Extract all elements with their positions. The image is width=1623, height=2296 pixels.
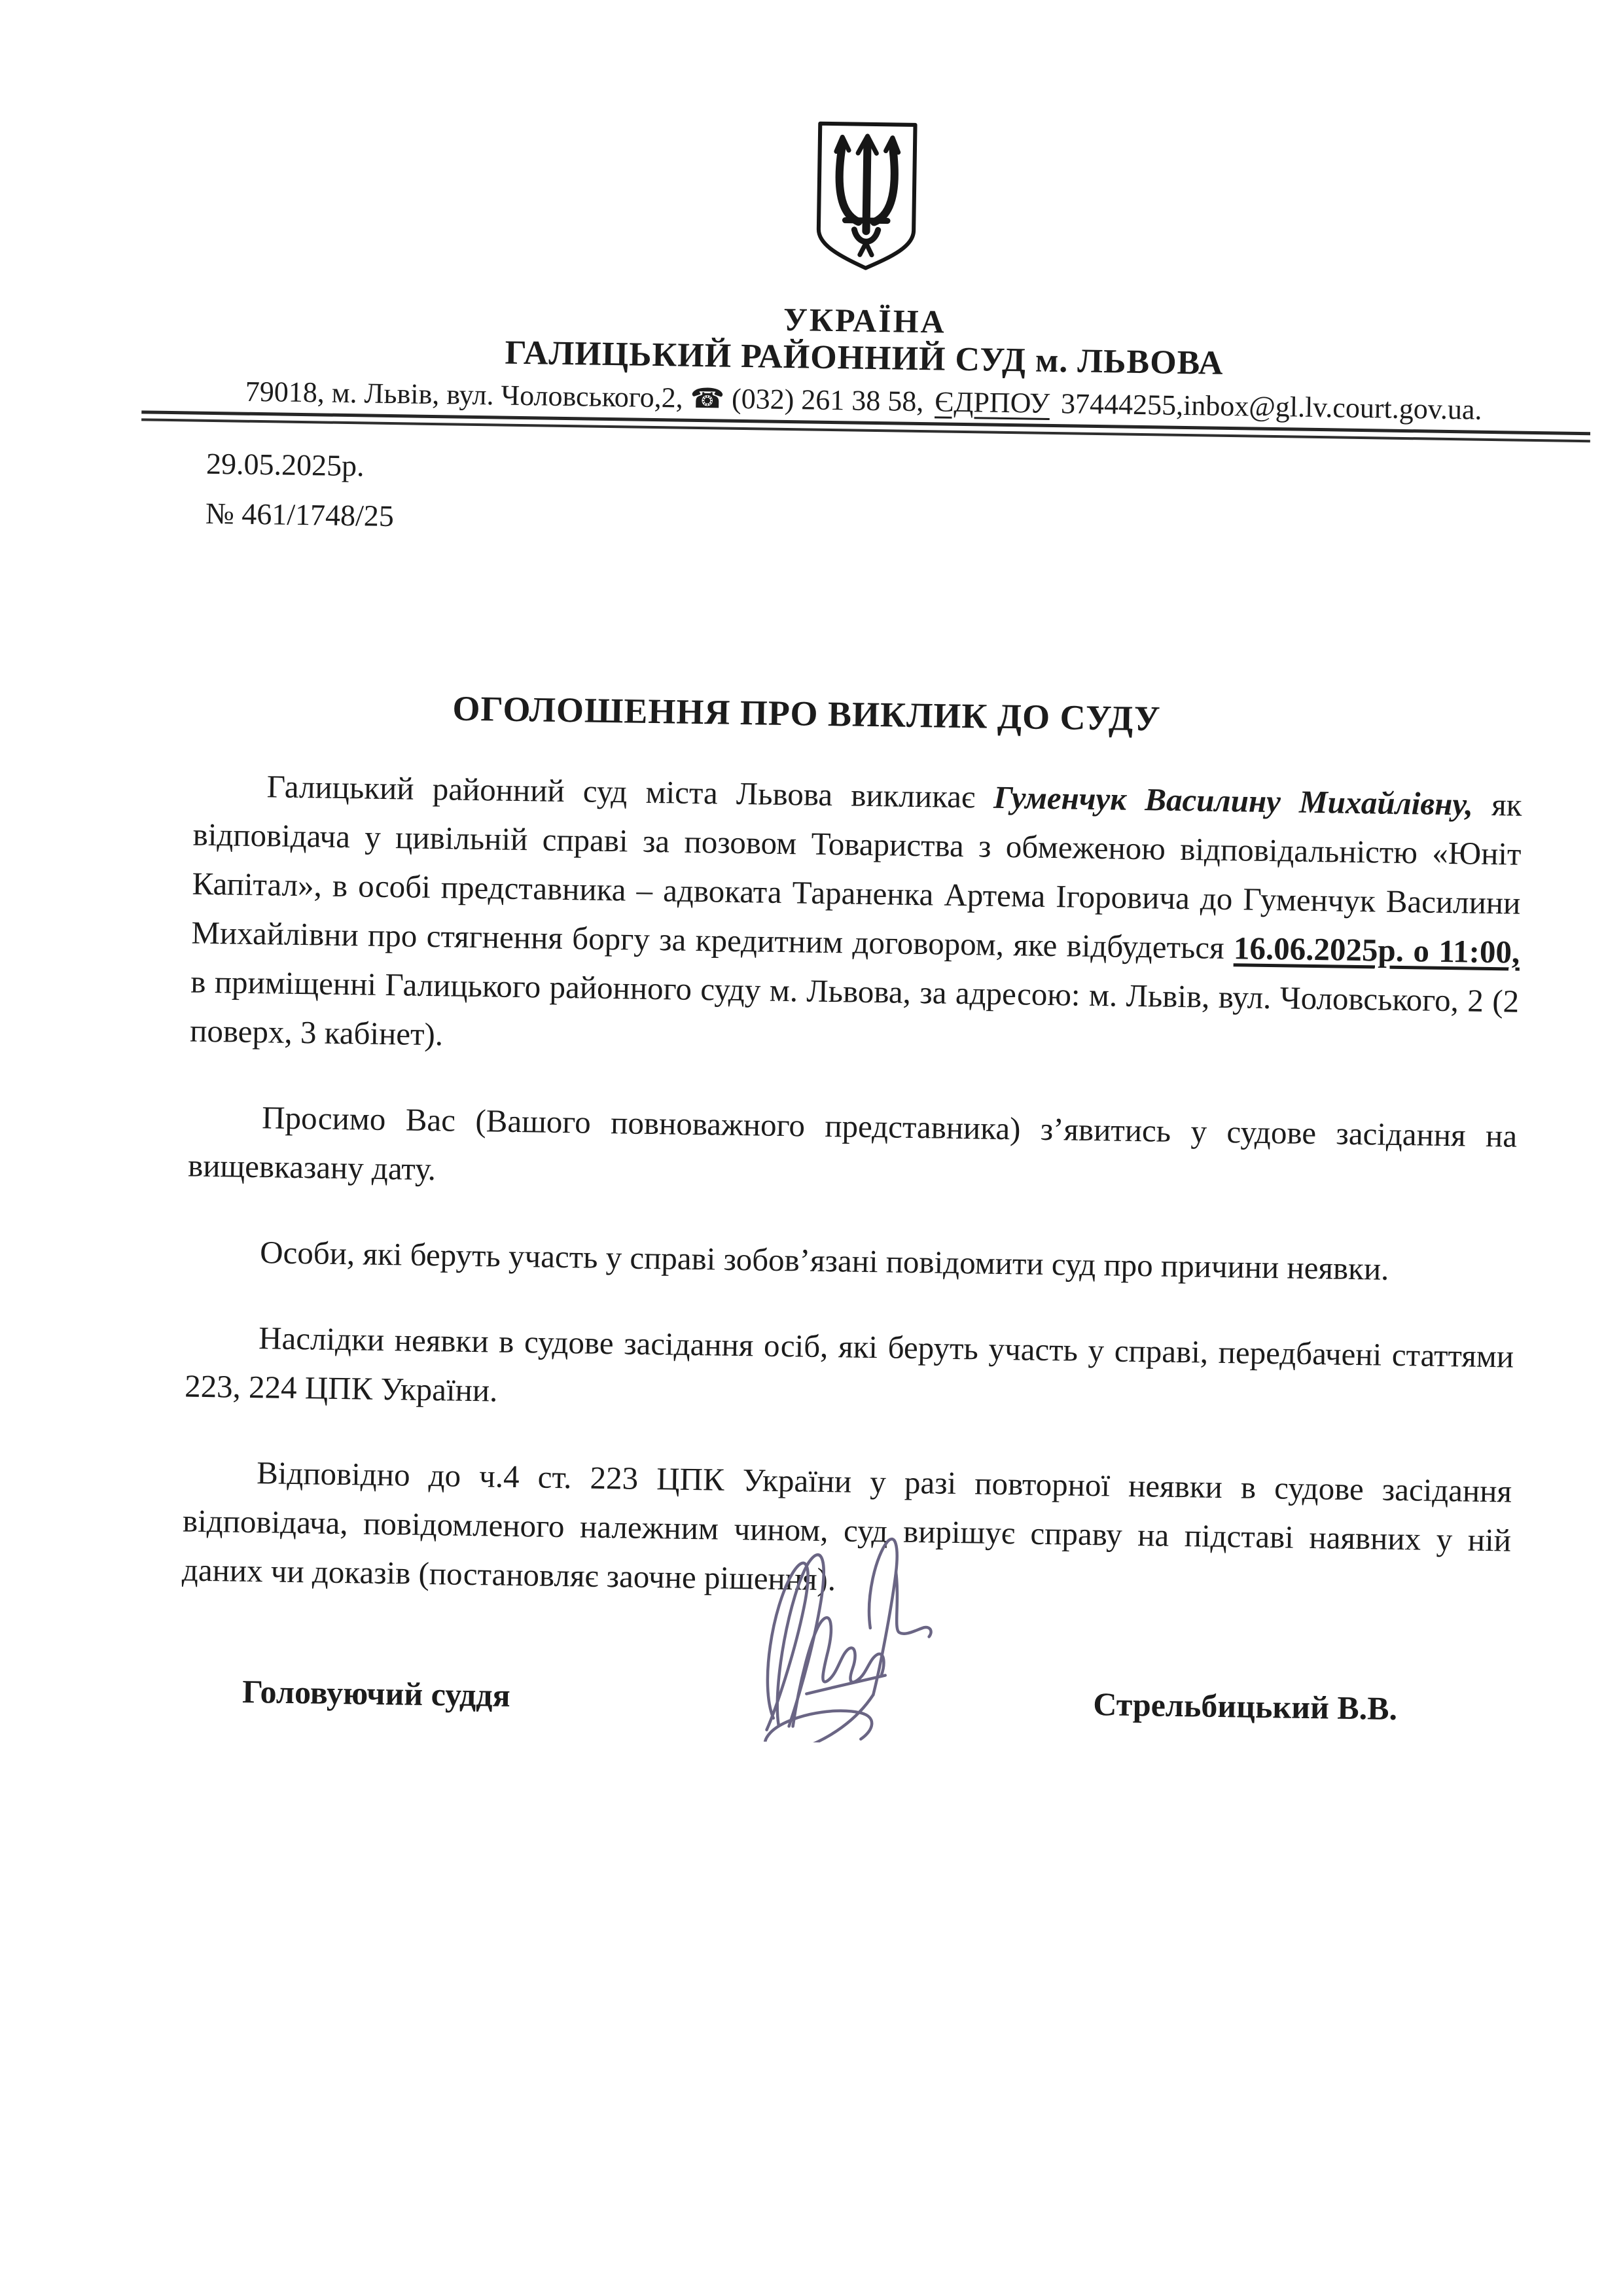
paragraph: Просимо Вас (Вашого повноважного представника) з’явитись у судове засідання на вищевказану дату. [187, 1099, 1518, 1188]
edrpou-label: ЄДРПОУ [934, 385, 1050, 419]
country-name: УКРАЇНА [783, 300, 947, 340]
letterhead [197, 111, 1531, 558]
address-text: 79018, м. Львів, вул. Чоловського,2, [245, 375, 691, 414]
judge-signature [732, 1521, 955, 1744]
paragraph: Наслідки неявки в судове засідання осіб, які беруть участь у справі, передбачені статтями 223, 224 ЦПК України. [184, 1320, 1514, 1409]
court-email: inbox@gl.lv.court.gov.ua. [1183, 389, 1482, 426]
paragraph: Відповідно до ч.4 ст. 223 ЦПК України у разі повторної неявки в судове засідання відповідача, повідомленого належним чином, суд вирішує справу на підставі наявних у ній даних чи доказів (постановляє заочне рішення). [181, 1455, 1512, 1598]
paragraph: Особи, які беруть участь у справі зобов’язані повідомити суд про причини неявки. [259, 1234, 1389, 1287]
court-name: ГАЛИЦЬКИЙ РАЙОННИЙ СУД м. ЛЬВОВА [505, 334, 1224, 382]
phone-number: (032) 261 38 58, [724, 382, 931, 418]
phone-icon: ☎ [690, 381, 725, 415]
judge-role-label: Головуючий суддя [241, 1672, 511, 1714]
document-date: 29.05.2025р. [205, 446, 365, 483]
edrpou-number: 37444255, [1053, 387, 1184, 421]
paragraph: Галицький районний суд міста Львова викликає Гуменчук Василину Михайлівну, як відповідача у цивільній справі за позовом Товариства з обмеженою відповідальністю «Юніт Капітал», в особі представника – адвоката Тараненка Артема Ігоровича до Гуменчук Василини Михайлівни про стягнення боргу за кредитним договором, яке відбудеться 16.06.2025р. о 11:00, в приміщенні Галицького районного суду м. Львова, за адресою: м. Львів, вул. Чоловського, 2 (2 поверх, 3 кабінет). [189, 768, 1522, 1053]
document-meta [205, 439, 1527, 558]
ukraine-trident-emblem [813, 120, 921, 273]
judge-name: Стрельбицький В.В. [1092, 1686, 1398, 1727]
paragraphs [181, 761, 1522, 1614]
case-number: № 461/1748/25 [205, 496, 395, 533]
document-title: ОГОЛОШЕННЯ ПРО ВИКЛИК ДО СУДУ [452, 688, 1162, 739]
